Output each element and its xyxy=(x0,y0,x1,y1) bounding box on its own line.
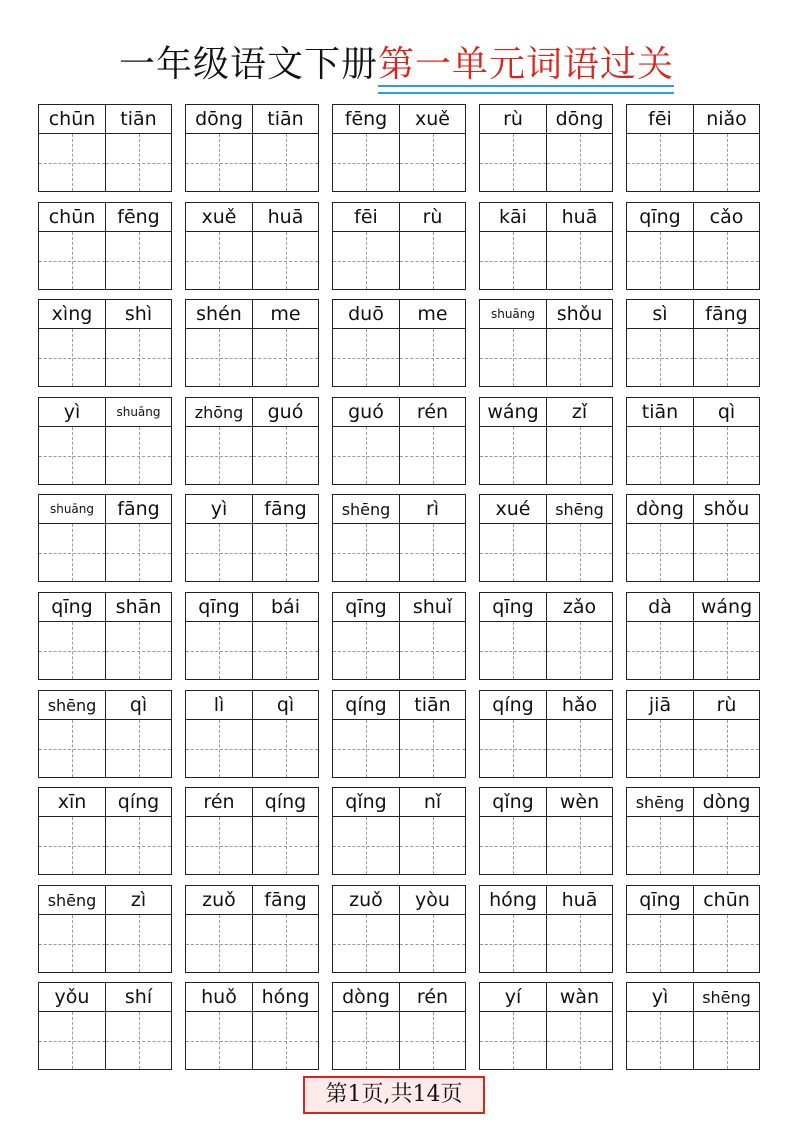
pinyin-label: guó xyxy=(252,398,318,426)
writing-box xyxy=(252,914,318,972)
writing-box xyxy=(480,231,546,289)
pinyin-label: rù xyxy=(399,203,465,231)
writing-box xyxy=(105,1011,171,1069)
pinyin-label: duō xyxy=(348,303,384,325)
page-title xyxy=(0,40,793,90)
word-cell xyxy=(479,787,613,875)
word-row xyxy=(38,592,760,680)
pinyin-label: hǎo xyxy=(546,691,612,719)
writing-box xyxy=(399,231,465,289)
writing-box xyxy=(252,523,318,581)
writing-box xyxy=(693,1011,759,1069)
pinyin-label: qíng xyxy=(345,694,387,716)
pinyin-label: dòng xyxy=(636,498,684,520)
writing-box xyxy=(693,426,759,484)
pinyin-label: qíng xyxy=(492,694,534,716)
writing-box xyxy=(252,231,318,289)
pinyin-label: rù xyxy=(693,691,759,719)
writing-box xyxy=(186,328,252,386)
writing-box xyxy=(186,816,252,874)
word-cell xyxy=(479,202,613,290)
word-row xyxy=(38,494,760,582)
pinyin-label: shēng xyxy=(47,890,97,910)
pinyin-label: hóng xyxy=(489,889,537,911)
word-cell xyxy=(626,494,760,582)
pinyin-label: me xyxy=(252,300,318,328)
writing-box xyxy=(333,328,399,386)
writing-box xyxy=(333,621,399,679)
writing-box xyxy=(399,1011,465,1069)
word-row xyxy=(38,299,760,387)
pinyin-label: chūn xyxy=(48,206,96,228)
pinyin-label: shí xyxy=(105,983,171,1011)
pinyin-label: shǒu xyxy=(693,495,759,523)
pinyin-label: xìng xyxy=(51,303,93,325)
pinyin-label: shēng xyxy=(341,499,391,519)
pinyin-label: dòng xyxy=(693,788,759,816)
pinyin-label: qǐng xyxy=(492,791,534,813)
writing-box xyxy=(546,816,612,874)
pinyin-label: shuāng xyxy=(105,398,171,426)
pinyin-label: yòu xyxy=(399,886,465,914)
writing-box xyxy=(399,133,465,191)
pinyin-label: tiān xyxy=(399,691,465,719)
pinyin-label: qíng xyxy=(252,788,318,816)
word-cell xyxy=(185,299,319,387)
pinyin-label: kāi xyxy=(499,206,527,228)
writing-box xyxy=(39,133,105,191)
writing-box xyxy=(105,231,171,289)
writing-box xyxy=(252,328,318,386)
writing-box xyxy=(39,1011,105,1069)
word-cell xyxy=(626,885,760,973)
writing-box xyxy=(39,914,105,972)
word-cell xyxy=(185,397,319,485)
word-cell xyxy=(185,104,319,192)
word-cell xyxy=(626,787,760,875)
pinyin-label: qì xyxy=(252,691,318,719)
writing-box xyxy=(627,719,693,777)
pinyin-label: shēng xyxy=(635,792,685,812)
pinyin-label: zǎo xyxy=(546,593,612,621)
writing-box xyxy=(252,719,318,777)
writing-box xyxy=(39,719,105,777)
writing-box xyxy=(333,231,399,289)
pinyin-label: shǒu xyxy=(546,300,612,328)
writing-box xyxy=(480,426,546,484)
pinyin-label: jiā xyxy=(648,694,672,716)
word-cell xyxy=(479,885,613,973)
pinyin-label: chūn xyxy=(693,886,759,914)
title-prefix: 一年级语文下册 xyxy=(118,44,378,85)
pinyin-label: fēi xyxy=(354,206,378,228)
writing-box xyxy=(186,1011,252,1069)
writing-box xyxy=(693,914,759,972)
writing-box xyxy=(399,914,465,972)
writing-box xyxy=(546,621,612,679)
pinyin-label: shēng xyxy=(47,695,97,715)
pinyin-label: dōng xyxy=(546,105,612,133)
pinyin-label: shān xyxy=(105,593,171,621)
writing-box xyxy=(546,1011,612,1069)
pinyin-label: huā xyxy=(546,203,612,231)
pinyin-label: rì xyxy=(399,495,465,523)
writing-box xyxy=(333,133,399,191)
writing-box xyxy=(39,523,105,581)
pinyin-label: qì xyxy=(105,691,171,719)
pinyin-label: zhōng xyxy=(194,402,244,422)
pinyin-label: rù xyxy=(503,108,523,130)
writing-box xyxy=(252,816,318,874)
writing-box xyxy=(399,328,465,386)
word-cell xyxy=(332,885,466,973)
pinyin-label: zì xyxy=(105,886,171,914)
word-cell xyxy=(185,494,319,582)
word-cell xyxy=(332,787,466,875)
pinyin-label: huǒ xyxy=(201,986,237,1008)
word-row xyxy=(38,885,760,973)
word-cell xyxy=(38,885,172,973)
writing-box xyxy=(627,426,693,484)
writing-box xyxy=(333,719,399,777)
writing-box xyxy=(693,523,759,581)
writing-box xyxy=(480,816,546,874)
writing-box xyxy=(480,621,546,679)
writing-box xyxy=(105,816,171,874)
word-cell xyxy=(185,592,319,680)
pinyin-label: dòng xyxy=(342,986,390,1008)
word-cell xyxy=(479,104,613,192)
pinyin-label: shēng xyxy=(693,983,759,1011)
writing-box xyxy=(546,523,612,581)
pinyin-label: yǒu xyxy=(54,986,90,1008)
writing-box xyxy=(399,523,465,581)
pinyin-label: dōng xyxy=(195,108,243,130)
pinyin-label: shuǐ xyxy=(399,593,465,621)
pinyin-label: yí xyxy=(504,986,522,1008)
word-cell xyxy=(479,690,613,778)
pinyin-label: rén xyxy=(399,398,465,426)
writing-box xyxy=(480,1011,546,1069)
word-cell xyxy=(479,397,613,485)
writing-box xyxy=(627,328,693,386)
word-cell xyxy=(185,202,319,290)
writing-box xyxy=(105,719,171,777)
pinyin-label: zǐ xyxy=(546,398,612,426)
writing-box xyxy=(399,816,465,874)
writing-box xyxy=(105,426,171,484)
pinyin-label: lì xyxy=(213,694,225,716)
word-cell xyxy=(185,690,319,778)
writing-box xyxy=(186,719,252,777)
pinyin-label: dà xyxy=(648,596,672,618)
word-row xyxy=(38,397,760,485)
pinyin-label: shén xyxy=(196,303,242,325)
writing-box xyxy=(546,328,612,386)
word-cell xyxy=(332,494,466,582)
pinyin-label: yì xyxy=(651,986,669,1008)
pinyin-label: qīng xyxy=(345,596,387,618)
writing-box xyxy=(480,523,546,581)
pinyin-label: sì xyxy=(652,303,668,325)
word-cell xyxy=(332,104,466,192)
word-cell xyxy=(626,982,760,1070)
title-highlight: 第一单元词语过关 xyxy=(378,40,674,90)
writing-box xyxy=(546,719,612,777)
word-row xyxy=(38,690,760,778)
word-cell xyxy=(479,299,613,387)
word-cell xyxy=(332,690,466,778)
writing-box xyxy=(39,231,105,289)
pinyin-label: fēng xyxy=(105,203,171,231)
word-cell xyxy=(332,202,466,290)
pinyin-label: niǎo xyxy=(693,105,759,133)
pinyin-label: nǐ xyxy=(399,788,465,816)
word-cell xyxy=(38,397,172,485)
writing-box xyxy=(186,621,252,679)
pinyin-label: yì xyxy=(63,401,81,423)
word-cell xyxy=(38,787,172,875)
writing-box xyxy=(105,328,171,386)
word-cell xyxy=(332,299,466,387)
word-cell xyxy=(38,202,172,290)
pinyin-label: shēng xyxy=(546,495,612,523)
writing-box xyxy=(333,816,399,874)
word-cell xyxy=(185,787,319,875)
writing-box xyxy=(105,523,171,581)
writing-box xyxy=(546,426,612,484)
writing-box xyxy=(186,133,252,191)
word-cell xyxy=(38,299,172,387)
word-cell xyxy=(626,690,760,778)
pinyin-label: rén xyxy=(399,983,465,1011)
word-cell xyxy=(38,104,172,192)
pinyin-label: fēi xyxy=(648,108,672,130)
pinyin-label: shì xyxy=(105,300,171,328)
writing-box xyxy=(399,426,465,484)
writing-box xyxy=(693,719,759,777)
word-cell xyxy=(626,104,760,192)
word-row xyxy=(38,787,760,875)
writing-box xyxy=(627,816,693,874)
pinyin-label: huā xyxy=(252,203,318,231)
pinyin-label: xuě xyxy=(201,206,237,228)
pinyin-label: wàn xyxy=(546,983,612,1011)
writing-box xyxy=(252,426,318,484)
writing-box xyxy=(39,816,105,874)
pinyin-label: tiān xyxy=(641,401,679,423)
writing-box xyxy=(627,1011,693,1069)
pinyin-label: shuāng xyxy=(490,307,536,321)
word-cell xyxy=(626,397,760,485)
writing-box xyxy=(627,914,693,972)
pinyin-label: cǎo xyxy=(693,203,759,231)
word-cell xyxy=(332,397,466,485)
writing-box xyxy=(480,133,546,191)
writing-box xyxy=(105,914,171,972)
writing-box xyxy=(627,621,693,679)
pinyin-label: fāng xyxy=(252,886,318,914)
pinyin-label: zuǒ xyxy=(349,889,383,911)
pinyin-label: tiān xyxy=(252,105,318,133)
word-cell xyxy=(479,494,613,582)
writing-box xyxy=(186,426,252,484)
writing-box xyxy=(693,621,759,679)
pinyin-label: qīng xyxy=(198,596,240,618)
writing-box xyxy=(186,914,252,972)
pinyin-label: xīn xyxy=(57,791,87,813)
writing-box xyxy=(39,621,105,679)
writing-box xyxy=(693,133,759,191)
pinyin-label: hóng xyxy=(252,983,318,1011)
writing-box xyxy=(105,621,171,679)
pinyin-label: tiān xyxy=(105,105,171,133)
pinyin-label: xué xyxy=(495,498,531,520)
pinyin-label: me xyxy=(399,300,465,328)
writing-box xyxy=(480,719,546,777)
writing-box xyxy=(399,719,465,777)
pinyin-label: qíng xyxy=(105,788,171,816)
word-cell xyxy=(479,982,613,1070)
pinyin-label: xuě xyxy=(399,105,465,133)
writing-box xyxy=(627,231,693,289)
pinyin-label: fēng xyxy=(344,108,388,130)
word-cell xyxy=(626,299,760,387)
pinyin-label: qì xyxy=(693,398,759,426)
pinyin-label: shuāng xyxy=(49,502,95,516)
writing-box xyxy=(693,231,759,289)
pinyin-label: fāng xyxy=(252,495,318,523)
word-row xyxy=(38,982,760,1070)
word-row xyxy=(38,104,760,192)
pinyin-label: huā xyxy=(546,886,612,914)
word-cell xyxy=(38,982,172,1070)
word-cell xyxy=(332,592,466,680)
writing-box xyxy=(693,328,759,386)
writing-box xyxy=(186,231,252,289)
writing-box xyxy=(480,328,546,386)
writing-box xyxy=(693,816,759,874)
word-cell xyxy=(479,592,613,680)
writing-box xyxy=(39,328,105,386)
pinyin-label: chūn xyxy=(48,108,96,130)
pinyin-label: bái xyxy=(252,593,318,621)
word-cell xyxy=(626,592,760,680)
writing-box xyxy=(399,621,465,679)
pinyin-label: wèn xyxy=(546,788,612,816)
writing-box xyxy=(627,133,693,191)
pinyin-label: zuǒ xyxy=(202,889,236,911)
pinyin-label: fāng xyxy=(105,495,171,523)
word-cell xyxy=(38,494,172,582)
writing-box xyxy=(186,523,252,581)
pinyin-label: fāng xyxy=(693,300,759,328)
pinyin-label: qīng xyxy=(639,889,681,911)
writing-box xyxy=(252,133,318,191)
pinyin-label: guó xyxy=(348,401,384,423)
word-row xyxy=(38,202,760,290)
pinyin-label: yì xyxy=(210,498,228,520)
writing-box xyxy=(333,1011,399,1069)
pinyin-label: qǐng xyxy=(345,791,387,813)
pinyin-label: qīng xyxy=(492,596,534,618)
writing-box xyxy=(39,426,105,484)
word-cell xyxy=(185,885,319,973)
writing-box xyxy=(333,426,399,484)
writing-box xyxy=(105,133,171,191)
writing-box xyxy=(252,1011,318,1069)
pinyin-label: qīng xyxy=(639,206,681,228)
pinyin-label: wáng xyxy=(487,401,539,423)
writing-box xyxy=(546,133,612,191)
pinyin-label: qīng xyxy=(51,596,93,618)
writing-box xyxy=(627,523,693,581)
word-cell xyxy=(332,982,466,1070)
writing-box xyxy=(546,914,612,972)
writing-box xyxy=(480,914,546,972)
writing-box xyxy=(546,231,612,289)
word-cell xyxy=(38,592,172,680)
writing-box xyxy=(252,621,318,679)
pinyin-label: rén xyxy=(203,791,235,813)
word-cell xyxy=(185,982,319,1070)
pinyin-label: wáng xyxy=(693,593,759,621)
word-cell xyxy=(626,202,760,290)
writing-box xyxy=(333,914,399,972)
writing-box xyxy=(333,523,399,581)
page-number-label: 第1页,共14页 xyxy=(303,1076,485,1114)
word-cell xyxy=(38,690,172,778)
